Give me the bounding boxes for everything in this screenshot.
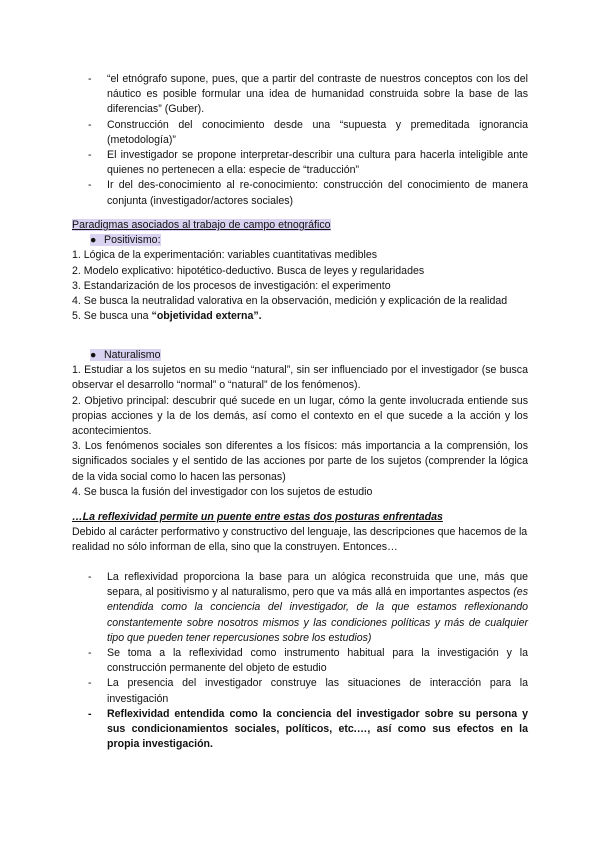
reflexivity-list [88,570,528,752]
positivism-heading [72,233,528,248]
naturalism-item: 2. Objetivo principal: descubrir qué sucede en un lugar, cómo la gente involucrada entiende sus propias acciones y la de los demás, así como el contexto en el que sucede a la acción y los acontecimientos. [72,394,528,438]
list-item: - “el etnógrafo supone, pues, que a partir del contraste de nuestros conceptos con los del náutico es posible formular una idea de humanidad construida sobre la base de las diferencias” (Guber). [88,72,528,118]
positivism-item: 1. Lógica de la experimentación: variables cuantitativas medibles [72,249,378,262]
paradigms-section [72,218,528,324]
reflexivity-heading: …La reflexividad permite un puente entre estas dos posturas enfrentadas [72,511,443,523]
item-bold-text: “objetividad externa”. [151,310,262,323]
list-item: - Construcción del conocimiento desde una “supuesta y premeditada ignorancia (metodología)” [88,118,528,148]
reflexivity-section [72,510,528,556]
naturalism-section [72,348,528,500]
naturalism-heading [72,348,528,363]
list-item: - La presencia del investigador construye las situaciones de interacción para la investigación [88,676,528,706]
top-dash-list [88,72,528,209]
positivism-item: 2. Modelo explicativo: hipotético-deductivo. Busca de leyes y regularidades [72,264,425,277]
naturalism-item: 1. Estudiar a los sujetos en su medio “natural”, sin ser influenciado por el investigador (se busca observar el desarrollo “normal” o “natural” de los fenómenos). [72,364,528,392]
positivism-label: Positivismo: [104,234,161,247]
list-item: - Se toma a la reflexividad como instrumento habitual para la investigación y la construcción permanente del objeto de estudio [88,646,528,676]
item-italic-text: (es entendida como la conciencia del investigador, de la que estamos reflexionando constantemente sobre nosotros mismos y las condiciones políticas y más de cualquier tipo que pueden tener repercusiones sobre los estudios) [107,586,528,644]
item-text: La reflexividad proporciona la base para un alógica reconstruida que une, más que separa, al positivismo y al naturalismo, pero que va más allá en importantes aspectos [107,571,528,599]
bullet-icon: ● [90,234,97,247]
naturalism-item: 4. Se busca la fusión del investigador con los sujetos de estudio [72,485,373,498]
naturalism-label: Naturalismo [104,349,161,361]
list-item [88,570,528,646]
list-item: - Ir del des-conocimiento al re-conocimiento: construcción del conocimiento de manera conjunta (investigador/actores sociales) [88,178,528,208]
naturalism-item: 3. Los fenómenos sociales son diferentes a los físicos: más importancia a la comprensión, los significados sociales y el sentido de las acciones por parte de los sujetos (comprender la lógica de la vida social como lo hacen las personas) [72,440,528,483]
positivism-item: 3. Estandarización de los procesos de investigación: el experimento [72,279,391,292]
bullet-icon: ● [90,349,97,361]
list-item: - Reflexividad entendida como la conciencia del investigador sobre su persona y sus condicionamientos sociales, políticos, etc.…, así como sus efectos en la propia investigación. [88,707,528,753]
reflexivity-intro: Debido al carácter performativo y constructivo del lenguaje, las descripciones que hacemos de la realidad no sólo informan de ella, sino que la construyen. Entonces… [72,526,528,554]
item-text: 5. Se busca una [72,310,152,323]
positivism-item: 4. Se busca la neutralidad valorativa en la observación, medición y explicación de la realidad [72,295,508,308]
paradigms-heading: Paradigmas asociados al trabajo de campo etnográfico [72,219,331,231]
positivism-item [72,309,528,324]
list-item: - El investigador se propone interpretar-describir una cultura para hacerla inteligible ante quienes no pertenecen a ella: especie de “traducción” [88,148,528,178]
